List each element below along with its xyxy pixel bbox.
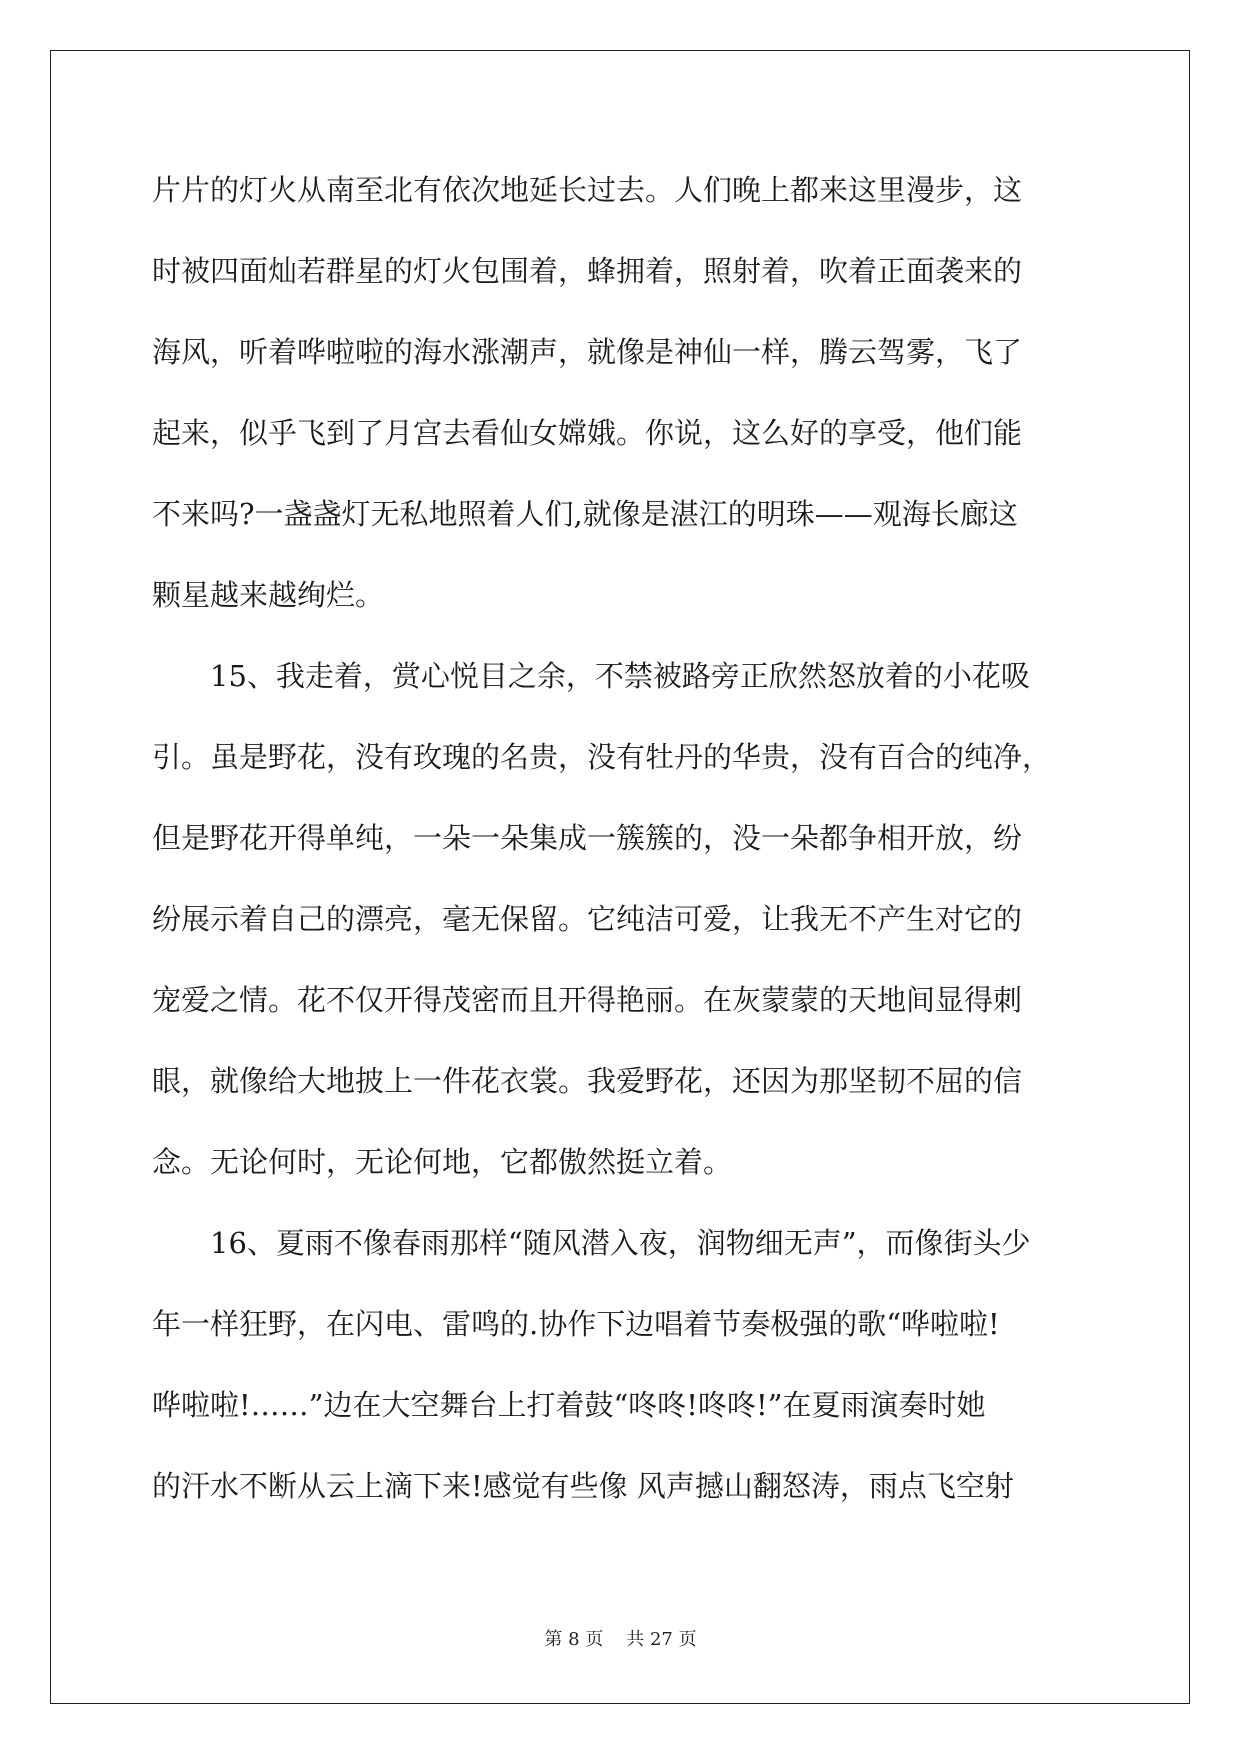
- text-line: 海风，听着哗啦啦的海水涨潮声，就像是神仙一样，腾云驾雾，飞了: [152, 335, 1023, 369]
- text-line: 不来吗?一盏盏灯无私地照着人们,就像是湛江的明珠——观海长廊这: [152, 497, 1018, 531]
- text-line: 16、夏雨不像春雨那样“随风潜入夜，润物细无声”，而像街头少: [152, 1226, 1031, 1260]
- text-line: 但是野花开得单纯，一朵一朵集成一簇簇的，没一朵都争相开放，纷: [152, 821, 1023, 855]
- page-number: 第 8 页: [544, 1629, 604, 1650]
- text-line: 年一样狂野，在闪电、雷鸣的.协作下边唱着节奏极强的歌“哗啦啦!: [152, 1307, 1000, 1341]
- text-line: 时被四面灿若群星的灯火包围着，蜂拥着，照射着，吹着正面袭来的: [152, 254, 1023, 288]
- text-line: 颗星越来越绚烂。: [152, 578, 385, 612]
- text-line: 引。虽是野花，没有玫瑰的名贵，没有牡丹的华贵，没有百合的纯净，: [152, 740, 1052, 774]
- text-line: 纷展示着自己的漂亮，毫无保留。它纯洁可爱，让我无不产生对它的: [152, 902, 1023, 936]
- text-line: 15、我走着，赏心悦目之余，不禁被路旁正欣然怒放着的小花吸: [152, 659, 1030, 693]
- text-line: 哗啦啦!……”边在大空舞台上打着鼓“咚咚!咚咚!”在夏雨演奏时她: [152, 1388, 986, 1422]
- page-total: 共 27 页: [626, 1629, 697, 1650]
- text-line: 片片的灯火从南至北有依次地延长过去。人们晚上都来这里漫步，这: [152, 173, 1023, 207]
- text-line: 眼，就像给大地披上一件花衣裳。我爱野花，还因为那坚韧不屈的信: [152, 1064, 1023, 1098]
- text-line: 宠爱之情。花不仅开得茂密而且开得艳丽。在灰蒙蒙的天地间显得刺: [152, 983, 1023, 1017]
- text-line: 念。无论何时，无论何地，它都傲然挺立着。: [152, 1145, 733, 1179]
- page-footer: [0, 1625, 1241, 1651]
- text-line: 起来，似乎飞到了月宫去看仙女嫦娥。你说，这么好的享受，他们能: [152, 416, 1023, 450]
- text-line: 的汗水不断从云上滴下来!感觉有些像 风声撼山翻怒涛，雨点飞空射: [152, 1469, 1014, 1503]
